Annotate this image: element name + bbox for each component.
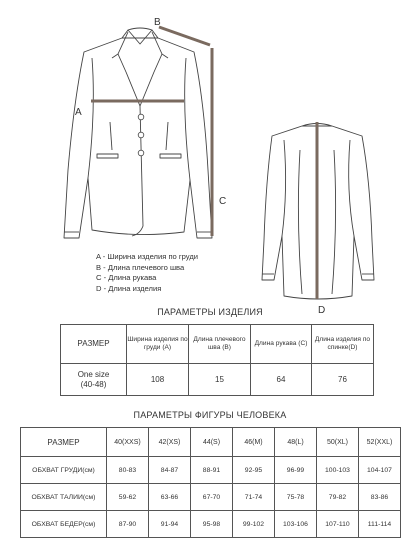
body-header-48: 48(L) xyxy=(275,428,317,457)
body-cell: 92-95 xyxy=(233,457,275,484)
body-cell: 63-66 xyxy=(149,484,191,511)
body-cell: 95-98 xyxy=(191,511,233,538)
body-cell: 88-91 xyxy=(191,457,233,484)
body-cell: 91-94 xyxy=(149,511,191,538)
garment-size-range: (40-48) xyxy=(80,379,107,389)
marker-a: A xyxy=(75,107,82,118)
body-header-40: 40(XXS) xyxy=(107,428,149,457)
body-cell: 71-74 xyxy=(233,484,275,511)
body-header-52: 52(XXL) xyxy=(359,428,401,457)
garment-header-size: РАЗМЕР xyxy=(61,325,127,364)
body-cell: 96-99 xyxy=(275,457,317,484)
body-cell: 79-82 xyxy=(317,484,359,511)
body-row-label: ОБХВАТ БЕДЕР(см) xyxy=(21,511,107,538)
legend-item-d: D - Длина изделия xyxy=(96,283,162,293)
garment-header-sleeve: Длина рукава (С) xyxy=(251,325,312,364)
body-cell: 99-102 xyxy=(233,511,275,538)
garment-value-shoulder: 15 xyxy=(189,364,251,396)
body-header-size: РАЗМЕР xyxy=(21,428,107,457)
garment-value-sleeve: 64 xyxy=(251,364,312,396)
garment-params-title: ПАРАМЕТРЫ ИЗДЕЛИЯ xyxy=(157,307,263,317)
body-cell: 59-62 xyxy=(107,484,149,511)
body-cell: 83-86 xyxy=(359,484,401,511)
body-cell: 100-103 xyxy=(317,457,359,484)
body-cell: 87-90 xyxy=(107,511,149,538)
garment-header-row xyxy=(61,325,374,364)
garment-value-row xyxy=(61,364,374,396)
body-row-chest xyxy=(21,457,401,484)
garment-header-shoulder: Длина плечевого шва (В) xyxy=(189,325,251,364)
body-row-label: ОБХВАТ ТАЛИИ(см) xyxy=(21,484,107,511)
body-cell: 84-87 xyxy=(149,457,191,484)
body-header-50: 50(XL) xyxy=(317,428,359,457)
body-header-44: 44(S) xyxy=(191,428,233,457)
legend-item-b: B - Длина плечевого шва xyxy=(96,262,185,272)
body-header-row xyxy=(21,428,401,457)
body-cell: 107-110 xyxy=(317,511,359,538)
marker-c: C xyxy=(219,196,227,207)
body-cell: 80-83 xyxy=(107,457,149,484)
garment-size-name: One size xyxy=(77,369,110,379)
body-cell: 103-106 xyxy=(275,511,317,538)
body-row-label: ОБХВАТ ГРУДИ(см) xyxy=(21,457,107,484)
legend-item-a: A - Ширина изделия по груди xyxy=(96,252,199,261)
garment-header-chest: Ширина изделия по груди (А) xyxy=(127,325,189,364)
garment-header-length: Длина изделия по спинке(D) xyxy=(312,325,374,364)
body-row-waist xyxy=(21,484,401,511)
legend-item-c: C - Длина рукава xyxy=(96,273,157,283)
measurement-legend xyxy=(96,252,198,294)
body-cell: 75-78 xyxy=(275,484,317,511)
marker-d: D xyxy=(318,305,326,316)
garment-params-table xyxy=(60,324,374,396)
garment-value-chest: 108 xyxy=(127,364,189,396)
shoulder-length-line xyxy=(159,27,210,45)
body-params-title: ПАРАМЕТРЫ ФИГУРЫ ЧЕЛОВЕКА xyxy=(133,410,287,420)
garment-value-length: 76 xyxy=(312,364,374,396)
body-params-table xyxy=(20,427,401,538)
garment-size-cell xyxy=(61,364,127,396)
body-header-46: 46(M) xyxy=(233,428,275,457)
marker-b: B xyxy=(154,17,161,28)
body-header-42: 42(XS) xyxy=(149,428,191,457)
jacket-front-drawing xyxy=(64,28,212,238)
body-cell: 104-107 xyxy=(359,457,401,484)
body-cell: 111-114 xyxy=(359,511,401,538)
body-row-hips xyxy=(21,511,401,538)
body-cell: 67-70 xyxy=(191,484,233,511)
